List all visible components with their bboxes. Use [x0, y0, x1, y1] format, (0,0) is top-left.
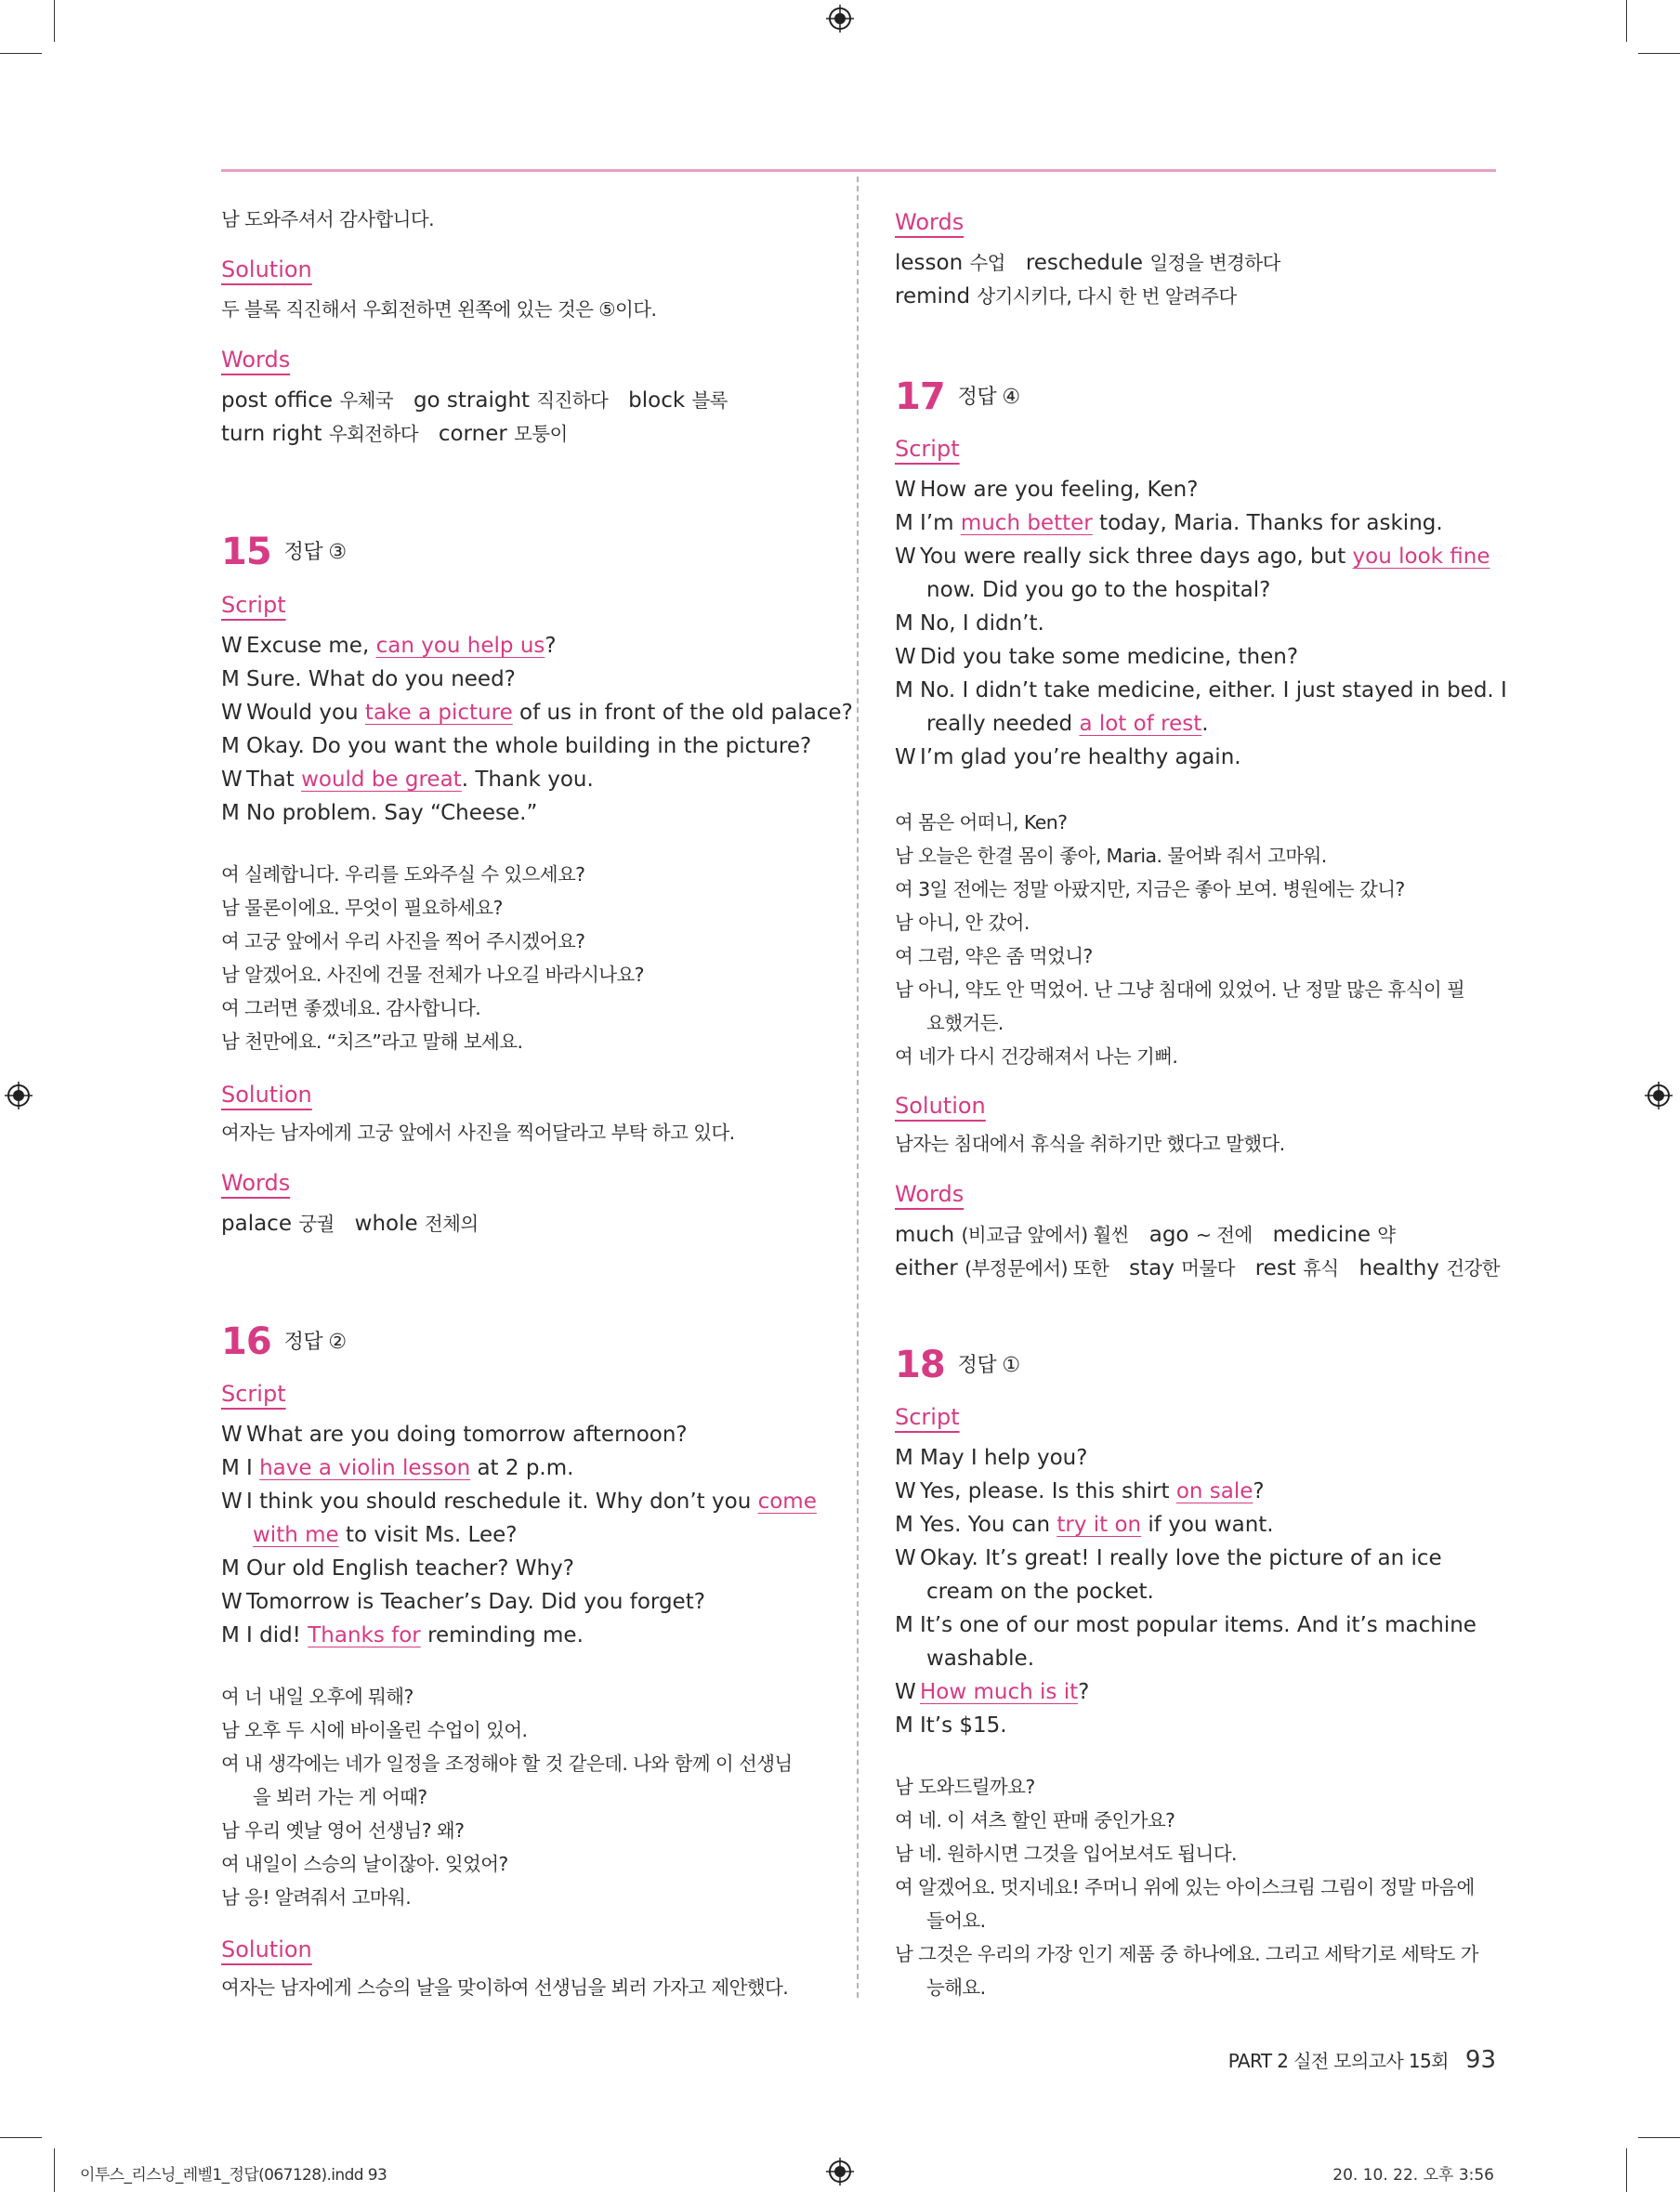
script-label: Script	[895, 436, 960, 462]
dialogue-translation-line: 남 도와드릴까요?	[895, 1776, 1035, 1798]
script-line: M No. I didn’t take medicine, either. I just stayed in bed. I	[895, 678, 1507, 702]
crop-mark	[1626, 2148, 1627, 2192]
script-line: M No problem. Say “Cheese.”	[221, 801, 538, 825]
words-label: Words	[895, 1181, 965, 1207]
script-label: Script	[895, 1404, 960, 1430]
crop-mark	[0, 53, 42, 54]
dialogue-translation-line: 들어요.	[926, 1910, 986, 1932]
dialogue-translation-line: 여 네. 이 셔츠 할인 판매 중인가요?	[895, 1809, 1175, 1831]
dialogue-translation-line: 남 아니, 약도 안 먹었어. 난 그냥 침대에 있었어. 난 정말 많은 휴식이 필	[895, 978, 1465, 1001]
words-line: post office 우체국 go straight 직진하다 block 블록	[221, 388, 728, 413]
script-line: W Would you take a picture of us in front of the old palace?	[221, 701, 853, 725]
solution-text: 여자는 남자에게 스승의 날을 맞이하여 선생님을 뵈러 가자고 제안했다.	[221, 1976, 789, 1999]
crop-mark	[0, 2137, 42, 2138]
print-slug-file: 이투스_리스닝_레벨1_정답(067128).indd 93	[80, 2166, 387, 2185]
registration-mark-icon	[826, 2158, 854, 2185]
script-line: with me to visit Ms. Lee?	[253, 1523, 518, 1547]
script-line: really needed a lot of rest.	[926, 712, 1209, 736]
solution-text: 남자는 침대에서 휴식을 취하기만 했다고 말했다.	[895, 1133, 1285, 1155]
dialogue-translation-line: 여 그럼, 약은 좀 먹었니?	[895, 945, 1093, 967]
words-line: lesson 수업 reschedule 일정을 변경하다	[895, 251, 1280, 275]
dialogue-translation-line: 여 너 내일 오후에 뭐해?	[221, 1686, 413, 1708]
words-line: turn right 우회전하다 corner 모퉁이	[221, 422, 568, 446]
script-label: Script	[221, 1381, 286, 1407]
dialogue-translation-line: 여 몸은 어떠니, Ken?	[895, 811, 1068, 833]
words-line: much (비교급 앞에서) 훨씬 ago ~ 전에 medicine 약	[895, 1223, 1396, 1247]
script-line: washable.	[926, 1647, 1035, 1671]
question-heading: 16 정답 ②	[221, 1320, 347, 1363]
header-rule	[221, 169, 1496, 172]
script-line: W What are you doing tomorrow afternoon?	[221, 1423, 688, 1447]
script-line: W Tomorrow is Teacher’s Day. Did you forget?	[221, 1590, 705, 1614]
script-line: W Did you take some medicine, then?	[895, 645, 1299, 669]
page-number: 93	[1464, 2046, 1496, 2074]
question-heading: 17 정답 ④	[895, 375, 1020, 418]
dialogue-translation-line: 남 알겠어요. 사진에 건물 전체가 나오길 바라시나요?	[221, 964, 644, 986]
dialogue-translation-line: 남 응! 알려줘서 고마워.	[221, 1886, 412, 1909]
solution-text: 두 블록 직진해서 우회전하면 왼쪽에 있는 것은 ⑤이다.	[221, 298, 657, 321]
solution-label: Solution	[895, 1093, 986, 1119]
words-label: Words	[895, 209, 965, 235]
page-footer	[1228, 2046, 1496, 2074]
dialogue-translation-line: 남 아니, 안 갔어.	[895, 912, 1030, 934]
question-heading: 15 정답 ③	[221, 531, 347, 573]
words-label: Words	[221, 347, 291, 373]
words-line: either (부정문에서) 또한 stay 머물다 rest 휴식 healthy 건강한	[895, 1256, 1500, 1280]
script-line: W That would be great. Thank you.	[221, 768, 594, 792]
dialogue-translation-line: 여 내일이 스승의 날이잖아. 잊었어?	[221, 1853, 508, 1875]
script-line: W I’m glad you’re healthy again.	[895, 745, 1241, 769]
dialogue-translation-line: 여 그러면 좋겠네요. 감사합니다.	[221, 997, 481, 1019]
script-line: M No, I didn’t.	[895, 611, 1044, 636]
registration-mark-icon	[826, 5, 854, 33]
registration-mark-icon	[1645, 1082, 1673, 1109]
crop-mark	[1638, 53, 1680, 54]
script-line: M Sure. What do you need?	[221, 667, 516, 691]
solution-label: Solution	[221, 1936, 312, 1962]
dialogue-translation-line: 여 고궁 앞에서 우리 사진을 찍어 주시겠어요?	[221, 930, 585, 952]
script-line: cream on the pocket.	[926, 1580, 1154, 1604]
crop-mark	[54, 2148, 55, 2192]
dialogue-translation-line: 여 알겠어요. 멋지네요! 주머니 위에 있는 아이스크림 그림이 정말 마음에	[895, 1876, 1475, 1898]
script-line: W You were really sick three days ago, but you look fine	[895, 545, 1490, 569]
solution-text: 여자는 남자에게 고궁 앞에서 사진을 찍어달라고 부탁 하고 있다.	[221, 1122, 735, 1144]
dialogue-translation-line: 남 물론이에요. 무엇이 필요하세요?	[221, 897, 503, 919]
script-line: M It’s $15.	[895, 1713, 1007, 1738]
solution-label: Solution	[221, 256, 312, 282]
script-label: Script	[221, 592, 286, 618]
crop-mark	[54, 0, 55, 42]
question-heading: 18 정답 ①	[895, 1344, 1020, 1386]
words-line: palace 궁궐 whole 전체의	[221, 1212, 479, 1236]
dialogue-translation-line: 남 네. 원하시면 그것을 입어보셔도 됩니다.	[895, 1843, 1237, 1865]
words-line: remind 상기시키다, 다시 한 번 알려주다	[895, 284, 1237, 308]
dialogue-translation-line: 남 오후 두 시에 바이올린 수업이 있어.	[221, 1719, 528, 1741]
script-line: W How much is it?	[895, 1680, 1090, 1704]
script-line: W Okay. It’s great! I really love the picture of an ice	[895, 1546, 1442, 1570]
script-line: M It’s one of our most popular items. And it’s machine	[895, 1613, 1477, 1637]
script-line: M May I help you?	[895, 1446, 1088, 1470]
column-divider	[857, 177, 859, 1998]
crop-mark	[1638, 2137, 1680, 2138]
dialogue-translation-line: 여 3일 전에는 정말 아팠지만, 지금은 좋아 보여. 병원에는 갔니?	[895, 878, 1405, 900]
script-line: W Excuse me, can you help us?	[221, 634, 557, 658]
dialogue-translation-line: 을 뵈러 가는 게 어때?	[253, 1786, 427, 1808]
script-line: now. Did you go to the hospital?	[926, 578, 1271, 602]
dialogue-translation-line: 능해요.	[926, 1976, 986, 1999]
script-line: M I have a violin lesson at 2 p.m.	[221, 1456, 574, 1480]
dialogue-translation-line: 여 실례합니다. 우리를 도와주실 수 있으세요?	[221, 863, 585, 886]
script-line: M Okay. Do you want the whole building in the picture?	[221, 734, 812, 758]
script-line: M I’m much better today, Maria. Thanks for asking.	[895, 511, 1443, 535]
dialogue-translation-line: 남 그것은 우리의 가장 인기 제품 중 하나에요. 그리고 세탁기로 세탁도 가	[895, 1943, 1478, 1965]
dialogue-translation-line: 요했거든.	[926, 1012, 1004, 1034]
dialogue-translation-line: 남 천만에요. “치즈”라고 말해 보세요.	[221, 1030, 523, 1053]
script-line: W I think you should reschedule it. Why don’t you come	[221, 1490, 817, 1514]
dialogue-translation-line: 남 우리 옛날 영어 선생님? 왜?	[221, 1819, 465, 1842]
script-line: W Yes, please. Is this shirt on sale?	[895, 1479, 1265, 1503]
dialogue-translation-line: 여 내 생각에는 네가 일정을 조정해야 할 것 같은데. 나와 함께 이 선생님	[221, 1752, 793, 1775]
dialogue-translation-line: 남 오늘은 한결 몸이 좋아, Maria. 물어봐 줘서 고마워.	[895, 845, 1327, 867]
script-line: M Yes. You can try it on if you want.	[895, 1513, 1274, 1537]
script-line: M Our old English teacher? Why?	[221, 1556, 574, 1581]
script-line: W How are you feeling, Ken?	[895, 478, 1199, 502]
print-slug-date: 20. 10. 22. 오후 3:56	[1332, 2166, 1494, 2185]
solution-label: Solution	[221, 1082, 312, 1108]
registration-mark-icon	[5, 1082, 33, 1109]
words-label: Words	[221, 1170, 291, 1196]
crop-mark	[1626, 0, 1627, 42]
dialogue-translation-line: 여 네가 다시 건강해져서 나는 기뻐.	[895, 1045, 1178, 1068]
footer-part-label: PART 2 실전 모의고사 15회	[1227, 2050, 1449, 2072]
script-line: M I did! Thanks for reminding me.	[221, 1623, 584, 1647]
dialogue-translation-line: 남 도와주셔서 감사합니다.	[221, 208, 434, 230]
